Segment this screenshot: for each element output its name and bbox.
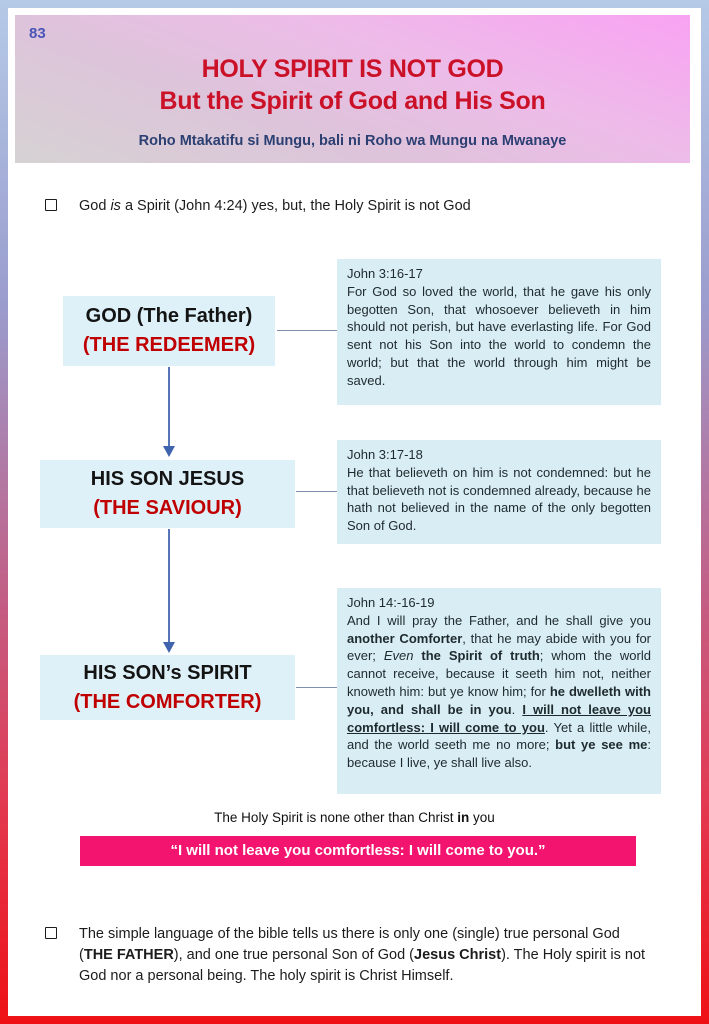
intro-bullet [45, 196, 665, 217]
scripture-reference: John 14:-16-19 [347, 595, 435, 610]
flow-box-title: HIS SON JESUS [90, 468, 245, 490]
arrow-down-icon [163, 642, 175, 653]
square-bullet-icon [45, 927, 57, 939]
flow-arrow-line [168, 529, 170, 642]
flow-box-god-the-father [63, 296, 275, 366]
page-number: 83 [29, 25, 46, 42]
connector-line [296, 687, 337, 688]
flow-box-subtitle: (THE COMFORTER) [73, 690, 262, 713]
scripture-text: He that believeth on him is not condemned: but he that believeth not is condemned already, because he hath not believed in the name of the only begotten Son of God. [347, 464, 651, 534]
flow-box-title: GOD (The Father) [85, 305, 253, 327]
flow-box-subtitle: (THE REDEEMER) [82, 334, 256, 356]
square-bullet-icon [45, 199, 57, 211]
intro-bullet-text: God is a Spirit (John 4:24) yes, but, the Holy Spirit is not God [79, 198, 471, 214]
flow-box-his-sons-spirit [40, 655, 295, 720]
quote-banner: “I will not leave you comfortless: I will come to you.” [80, 836, 636, 866]
closing-bullet [45, 924, 657, 987]
flow-box-his-son-jesus [40, 460, 295, 528]
scripture-box-john-3-17-18 [337, 440, 661, 544]
scripture-text: For God so loved the world, that he gave his only begotten Son, that whosoever believeth in him should not perish, but have everlasting life. For God sent not his Son into the world to condemn the world; but that the world through him might be saved. [347, 283, 651, 388]
scripture-box-john-14-16-19 [337, 588, 661, 794]
flow-box-subtitle: (THE SAVIOUR) [93, 497, 242, 519]
arrow-down-icon [163, 446, 175, 457]
slide-header [15, 15, 690, 163]
connector-line [277, 330, 337, 331]
scripture-reference: John 3:17-18 [347, 447, 423, 462]
scripture-text: And I will pray the Father, and he shall give you another Comforter, that he may abide with you for ever; Even the Spirit of truth; whom the world cannot receive, because it seeth him not, neither knoweth him: but ye know him; for he dwelleth with you, and shall be in you. I will not leave you comfortless: I will come to you. Yet a little while, and the world seeth me no more; but ye see me: because I live, ye shall live also. [347, 612, 652, 771]
slide-subtitle: Roho Mtakatifu si Mungu, bali ni Roho wa Mungu na Mwanaye [138, 133, 567, 149]
closing-bullet-text: The simple language of the bible tells us there is only one (single) true personal God (THE FATHER), and one true personal Son of God (Jesus Christ). The Holy spirit is not God nor a personal being. The holy spirit is Christ Himself. [79, 926, 646, 984]
slide-title-line1: HOLY SPIRIT IS NOT GOD [201, 55, 504, 83]
scripture-reference: John 3:16-17 [347, 266, 423, 281]
conclusion-caption: The Holy Spirit is none other than Christ in you [214, 810, 495, 825]
flow-arrow-line [168, 367, 170, 447]
connector-line [296, 491, 337, 492]
slide-title-line2: But the Spirit of God and His Son [159, 87, 546, 115]
scripture-box-john-3-16-17 [337, 259, 661, 405]
flow-box-title: HIS SON’s SPIRIT [83, 661, 252, 684]
